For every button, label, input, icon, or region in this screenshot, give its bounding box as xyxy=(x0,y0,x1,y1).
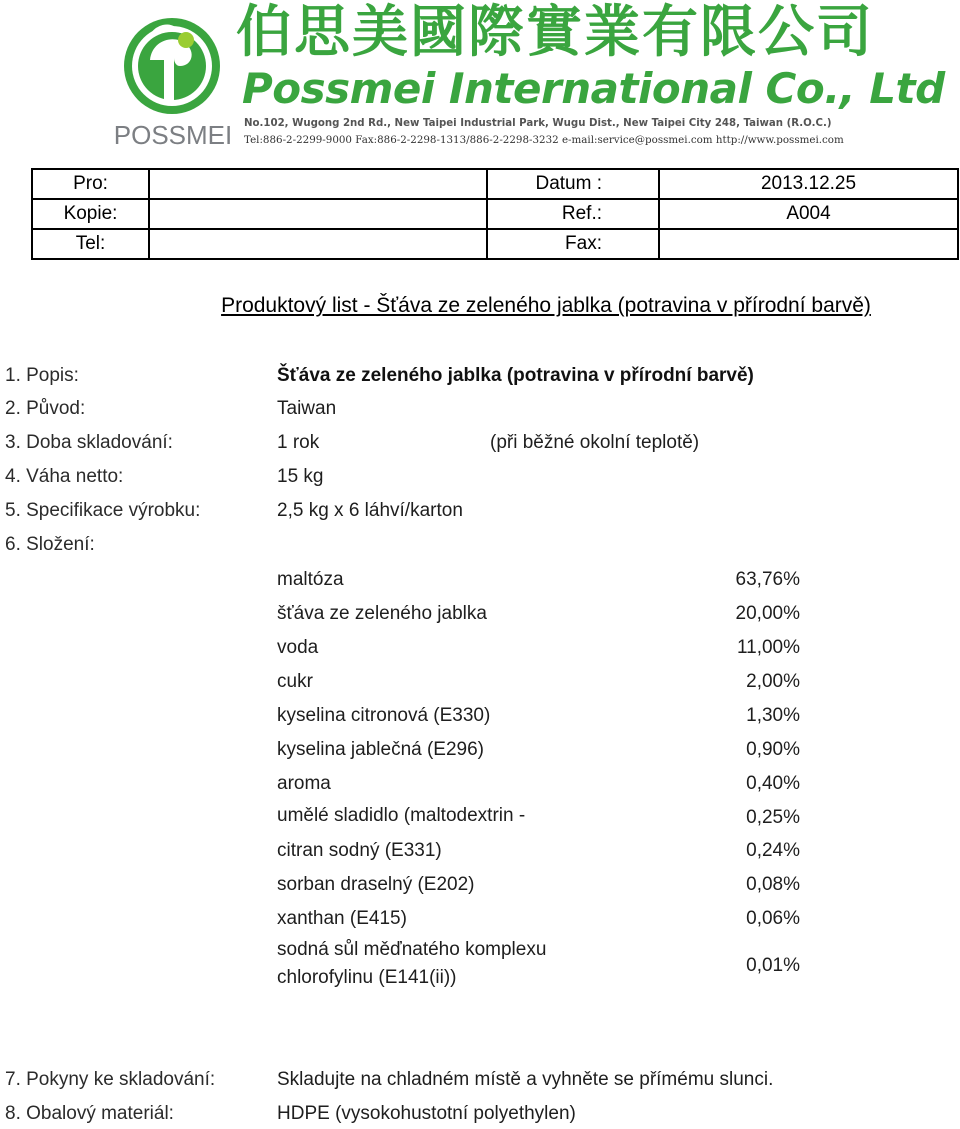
pokyny-label: 7. Pokyny ke skladování: xyxy=(5,1069,216,1090)
datum-label: Datum : xyxy=(487,169,659,199)
tel-label: Tel: xyxy=(32,229,149,259)
pokyny-value: Skladujte na chladném místě a vyhněte se přímému slunci. xyxy=(277,1069,774,1090)
pro-value xyxy=(149,169,487,199)
ingredient-name: citran sodný (E331) xyxy=(277,840,442,861)
kopie-label: Kopie: xyxy=(32,199,149,229)
ingredient-name-line: chlorofylinu (E141(ii)) xyxy=(277,967,457,988)
tel-value xyxy=(149,229,487,259)
ingredient-name: xanthan (E415) xyxy=(277,908,407,929)
ingredient-name: kyselina jablečná (E296) xyxy=(277,739,485,760)
popis-value: Šťáva ze zeleného jablka (potravina v přírodní barvě) xyxy=(277,365,754,386)
company-name-chinese: 伯思美國際實業有限公司 xyxy=(236,0,874,65)
obal-label: 8. Obalový materiál: xyxy=(5,1103,174,1124)
ref-value: A004 xyxy=(659,199,958,229)
header-row xyxy=(32,199,958,229)
logo-text: POSSMEI xyxy=(113,120,233,150)
ingredient-percent: 11,00% xyxy=(736,637,800,658)
header-row xyxy=(32,169,958,199)
ingredient-name: sorban draselný (E202) xyxy=(277,874,475,895)
ingredient-name: aroma xyxy=(277,773,331,794)
doba-label: 3. Doba skladování: xyxy=(5,432,173,453)
ingredient-name: šťáva ze zeleného jablka xyxy=(277,603,487,624)
ingredient-percent: 63,76% xyxy=(735,569,800,590)
company-name-english: Possmei International Co., Ltd xyxy=(242,64,945,113)
puvod-value: Taiwan xyxy=(277,398,337,419)
doba-value: 1 rok xyxy=(277,432,320,453)
spec-label: 5. Specifikace výrobku: xyxy=(5,500,201,521)
ingredient-name xyxy=(277,936,546,992)
ingredient-percent: 20,00% xyxy=(735,603,800,624)
slozeni-label: 6. Složení: xyxy=(5,534,95,555)
header-table xyxy=(31,168,959,260)
ingredient-name: kyselina citronová (E330) xyxy=(277,705,491,726)
ingredient-percent: 0,06% xyxy=(746,908,800,929)
ingredient-percent: 0,25% xyxy=(746,807,800,828)
doba-note: (při běžné okolní teplotě) xyxy=(490,432,700,453)
kopie-value xyxy=(149,199,487,229)
company-logo xyxy=(112,4,234,148)
datum-value: 2013.12.25 xyxy=(659,169,958,199)
fax-value xyxy=(659,229,958,259)
ingredient-name-line: sodná sůl měďnatého komplexu xyxy=(277,939,547,960)
document-title: Produktový list - Šťáva ze zeleného jablka (potravina v přírodní barvě) xyxy=(221,294,871,317)
company-address: No.102, Wugong 2nd Rd., New Taipei Industrial Park, Wugu Dist., New Taipei City 248, Taiwan (R.O.C.) xyxy=(244,118,832,129)
vaha-label: 4. Váha netto: xyxy=(5,466,124,487)
header-row xyxy=(32,229,958,259)
ingredient-percent: 0,40% xyxy=(746,773,800,794)
pro-label: Pro: xyxy=(32,169,149,199)
vaha-value: 15 kg xyxy=(277,466,324,487)
ingredient-name: voda xyxy=(277,637,319,658)
ingredient-name: umělé sladidlo (maltodextrin - xyxy=(277,805,526,826)
popis-label: 1. Popis: xyxy=(5,365,79,386)
ingredient-percent: 0,24% xyxy=(746,840,800,861)
ingredient-percent: 1,30% xyxy=(746,705,800,726)
apple-logo-icon xyxy=(112,4,234,120)
fax-label: Fax: xyxy=(487,229,659,259)
ingredient-percent: 0,01% xyxy=(746,955,800,976)
spec-value: 2,5 kg x 6 láhví/karton xyxy=(277,500,463,521)
ingredient-name: maltóza xyxy=(277,569,344,590)
obal-value: HDPE (vysokohustotní polyethylen) xyxy=(277,1103,576,1124)
ingredient-percent: 0,90% xyxy=(746,739,800,760)
ref-label: Ref.: xyxy=(487,199,659,229)
puvod-label: 2. Původ: xyxy=(5,398,86,419)
company-contact: Tel:886-2-2299-9000 Fax:886-2-2298-1313/886-2-2298-3232 e-mail:service@possmei.com http://www.possmei.com xyxy=(244,134,844,146)
ingredient-percent: 2,00% xyxy=(746,671,800,692)
ingredient-name: cukr xyxy=(277,671,313,692)
ingredient-percent: 0,08% xyxy=(746,874,800,895)
